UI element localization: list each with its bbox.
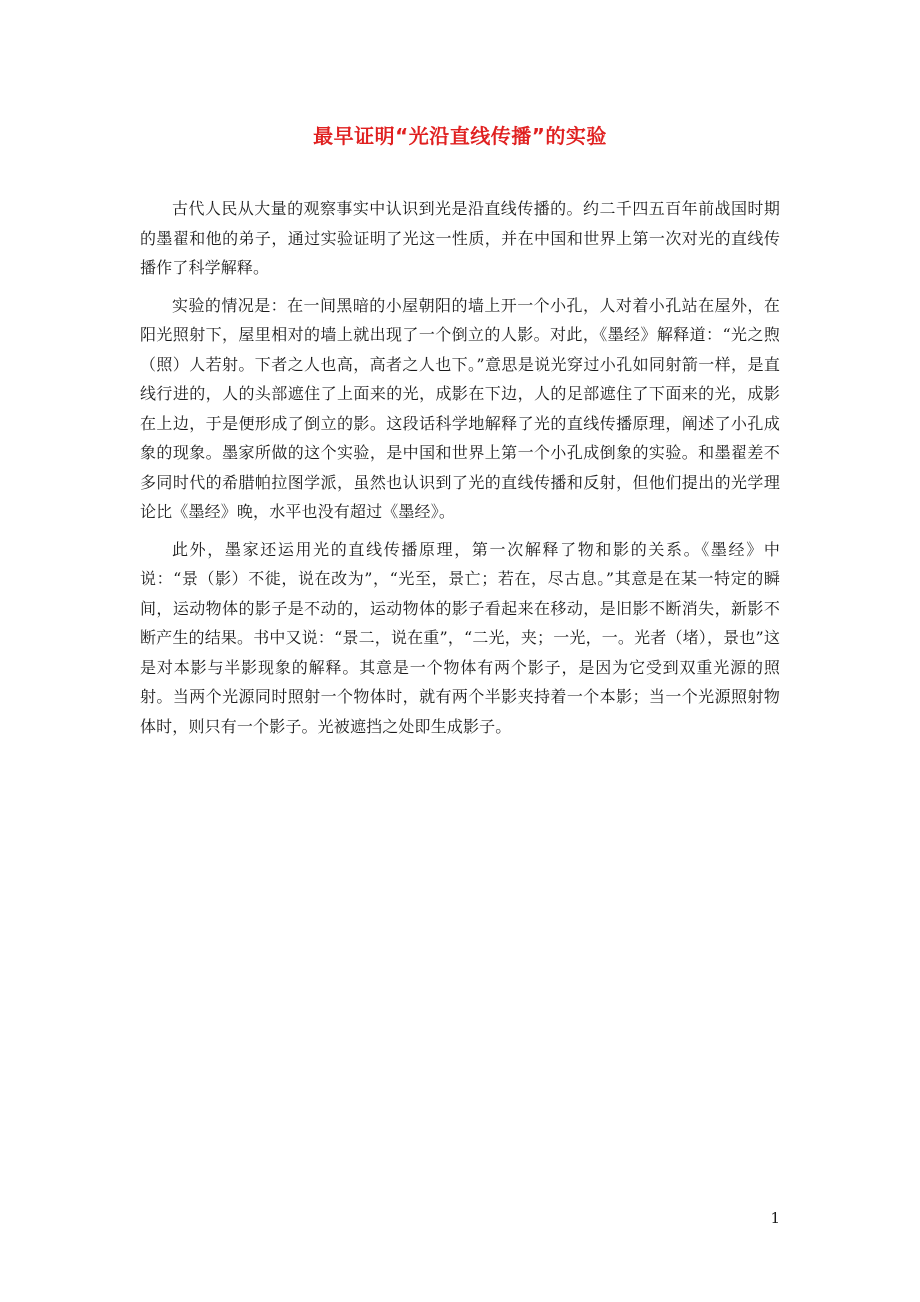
page-title: 最早证明“光沿直线传播”的实验 [313,124,607,148]
paragraph-1: 古代人民从大量的观察事实中认识到光是沿直线传播的。约二千四五百年前战国时期的墨翟和他的弟子，通过实验证明了光这一性质，并在中国和世界上第一次对光的直线传播作了科学解释。 [140,199,780,277]
article-body [140,194,780,749]
paragraph-2: 实验的情况是：在一间黑暗的小屋朝阳的墙上开一个小孔，人对着小孔站在屋外，在阳光照射下，屋里相对的墙上就出现了一个倒立的人影。对此，《墨经》解释道：“光之煦（照）人若射。下者之人也高，高者之人也下。”意思是说光穿过小孔如同射箭一样，是直线行进的，人的头部遮住了上面来的光，成影在下边，人的足部遮住了下面来的光，成影在上边，于是便形成了倒立的影。这段话科学地解释了光的直线传播原理，阐述了小孔成象的现象。墨家所做的这个实验，是中国和世界上第一个小孔成倒象的实验。和墨翟差不多同时代的希腊帕拉图学派，虽然也认识到了光的直线传播和反射，但他们提出的光学理论比《墨经》晚，水平也没有超过《墨经》。 [140,295,780,521]
paragraph-3: 此外，墨家还运用光的直线传播原理，第一次解释了物和影的关系。《墨经》中说：“景（影）不徙，说在改为”，“光至，景亡；若在，尽古息。”其意是在某一特定的瞬间，运动物体的影子是不动的，运动物体的影子看起来在移动，是旧影不断消失，新影不断产生的结果。书中又说：“景二，说在重”，“二光，夹；一光，一。光者（堵），景也”这是对本影与半影现象的解释。其意是一个物体有两个影子，是因为它受到双重光源的照射。当两个光源同时照射一个物体时，就有两个半影夹持着一个本影；当一个光源照射物体时，则只有一个影子。光被遮挡之处即生成影子。 [140,539,780,736]
page-number: 1 [770,1209,780,1227]
